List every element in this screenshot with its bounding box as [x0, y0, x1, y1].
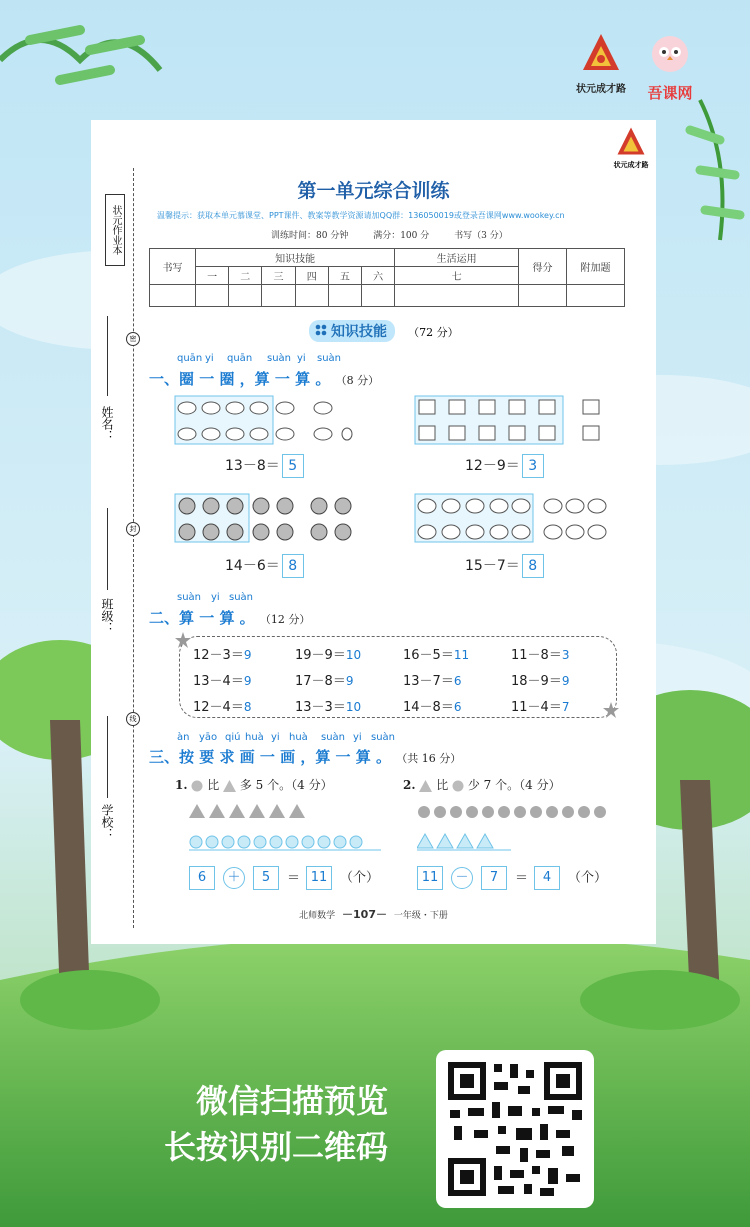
q3-title: 三、按 要 求 画 一 画 ，算 一 算 。 — [149, 748, 392, 766]
calc-answer[interactable]: 6 — [453, 700, 462, 714]
sub-text: 比 — [436, 778, 449, 792]
pinyin: yi — [271, 732, 280, 743]
star-icon — [603, 702, 619, 718]
calc-answer[interactable]: 9 — [243, 648, 252, 662]
score-cell[interactable] — [295, 285, 328, 307]
answer-box[interactable]: 5 — [253, 866, 279, 890]
calc-answer[interactable]: 8 — [243, 700, 252, 714]
answer-box[interactable]: 7 — [481, 866, 507, 890]
logo-text: 状元成才路 — [576, 84, 626, 95]
footer-grade: 一年级・下册 — [393, 911, 448, 921]
score-cell[interactable] — [362, 285, 395, 307]
pinyin: suàn — [267, 353, 292, 364]
equation — [465, 454, 544, 478]
calc-item — [193, 696, 251, 715]
star-icon — [175, 632, 191, 648]
calc-answer[interactable]: 10 — [345, 648, 362, 662]
sub-num: 1. — [175, 778, 188, 792]
calc-question: 17－8＝ — [295, 674, 346, 689]
calc-question: 18－9＝ — [511, 674, 562, 689]
seal-dot: 封 — [126, 522, 140, 536]
school-line — [107, 716, 108, 798]
col-header: 四 — [295, 267, 328, 285]
triangle-emblem-icon — [581, 32, 621, 74]
scan-prompt — [128, 1078, 388, 1170]
zhuangyuan-logo — [570, 32, 632, 98]
answer-box[interactable]: 3 — [522, 454, 544, 478]
calc-answer[interactable]: 9 — [243, 674, 252, 688]
answer-box[interactable]: 5 — [282, 454, 304, 478]
calc-item — [511, 696, 569, 715]
seal-dot: 线 — [126, 712, 140, 726]
score-cell[interactable] — [196, 285, 229, 307]
time-text: 训练时间：80 分钟 — [271, 231, 349, 241]
seal-dot: 密 — [126, 332, 140, 346]
sub-num: 2. — [403, 778, 416, 792]
knowledge-header: 知识技能 — [196, 249, 395, 267]
answer-box[interactable]: 11 — [417, 866, 443, 890]
pinyin: suàn — [371, 732, 396, 743]
score-table — [149, 248, 625, 307]
buns-figure — [173, 394, 353, 446]
equation-text: 12－9＝ — [465, 458, 520, 474]
pinyin: suàn — [321, 732, 346, 743]
page-footer — [91, 906, 656, 922]
tip-text: 温馨提示：获取本单元慕课堂、PPT课件、教案等教学资源请加QQ群：136050019或登录吾课网www.wookey.cn — [157, 211, 565, 220]
qr-code-icon — [436, 1050, 594, 1208]
answer-box[interactable]: 8 — [282, 554, 304, 578]
writing-header: 书写 — [150, 249, 196, 285]
class-label: 班级： — [100, 598, 114, 634]
calc-question: 14－8＝ — [403, 700, 454, 715]
pinyin: quān — [227, 353, 253, 364]
section-label: 知识技能 — [331, 324, 387, 340]
calc-item — [193, 644, 251, 663]
pinyin: yāo — [199, 732, 218, 743]
life-header: 生活运用 — [395, 249, 519, 267]
frogs-figure — [413, 492, 613, 544]
bonus-header: 附加题 — [567, 249, 625, 285]
answer-box[interactable]: 6 — [189, 866, 215, 890]
full-score-text: 满分：100 分 — [373, 231, 430, 241]
calc-question: 11－4＝ — [511, 700, 562, 715]
calc-answer[interactable]: 3 — [561, 648, 570, 662]
calc-item — [295, 644, 361, 663]
wookey-logo — [640, 34, 700, 100]
calc-question: 11－8＝ — [511, 648, 562, 663]
sub-text: 比 — [207, 778, 220, 792]
pinyin: yi — [353, 732, 362, 743]
name-line — [107, 316, 108, 396]
circle-icon — [452, 780, 464, 792]
pinyin: huà — [289, 732, 308, 743]
q1-score: （8 分） — [335, 374, 380, 387]
calc-answer[interactable]: 10 — [345, 700, 362, 714]
score-cell[interactable] — [395, 285, 519, 307]
col-header: 二 — [229, 267, 262, 285]
calc-item — [193, 670, 251, 689]
circle-icon — [191, 780, 203, 792]
writing-score-text: 书写（3 分） — [454, 231, 508, 241]
score-cell[interactable] — [328, 285, 361, 307]
col-header: 五 — [328, 267, 361, 285]
calc-question: 16－5＝ — [403, 648, 454, 663]
equation — [465, 554, 544, 578]
score-cell[interactable] — [519, 285, 567, 307]
q1-heading — [149, 368, 379, 389]
calc-question: 12－3＝ — [193, 648, 244, 663]
calc-answer[interactable]: 9 — [345, 674, 354, 688]
calc-question: 12－4＝ — [193, 700, 244, 715]
score-cell[interactable] — [150, 285, 196, 307]
calc-item — [403, 696, 461, 715]
page-number: －107－ — [342, 908, 387, 921]
sub-question-2 — [403, 776, 561, 793]
triangle-icon — [419, 780, 432, 792]
answer-box[interactable]: 11 — [306, 866, 332, 890]
answer-box[interactable]: 8 — [522, 554, 544, 578]
scan-line-2: 长按识别二维码 — [163, 1128, 388, 1166]
calc-item — [403, 670, 461, 689]
q1-title: 一、圈 一 圈 ，算 一 算 。 — [149, 370, 331, 388]
pinyin: quān — [177, 353, 203, 364]
q3-equation-2 — [417, 866, 607, 890]
calc-question: 13－7＝ — [403, 674, 454, 689]
site-text: 吾课网 — [647, 84, 693, 102]
score-cell[interactable] — [262, 285, 295, 307]
pinyin: yi — [211, 592, 220, 603]
q2-title: 二、算 一 算 。 — [149, 609, 255, 627]
equals-sign: ＝ — [287, 870, 301, 886]
q3-score: （共 16 分） — [396, 752, 462, 765]
balls-figure — [173, 492, 353, 544]
triangle-icon — [223, 780, 236, 792]
pinyin: suàn — [229, 592, 254, 603]
calc-item — [403, 644, 469, 663]
calc-item — [295, 670, 353, 689]
paper-logo-text: 状元成才路 — [613, 161, 649, 169]
meta-line — [271, 228, 530, 241]
fold-line — [133, 168, 134, 928]
q3-equation-1 — [189, 866, 379, 890]
pinyin: suàn — [177, 592, 202, 603]
dots-icon — [315, 324, 327, 336]
unit-text: （个） — [568, 870, 608, 886]
col-header: 六 — [362, 267, 395, 285]
shapes-drawing-1 — [189, 804, 389, 852]
pinyin: suàn — [317, 353, 342, 364]
school-label: 学校： — [100, 804, 114, 840]
equation — [225, 454, 304, 478]
owl-mascot-icon — [650, 34, 690, 76]
section-score: （72 分） — [408, 326, 459, 339]
pinyin: huà — [245, 732, 264, 743]
q2-score: （12 分） — [259, 613, 311, 626]
side-brand-box: 状元作业本 — [105, 194, 125, 266]
score-cell[interactable] — [229, 285, 262, 307]
unit-text: （个） — [340, 870, 380, 886]
calc-question: 13－4＝ — [193, 674, 244, 689]
worksheet-paper — [91, 120, 656, 944]
section-knowledge — [309, 320, 459, 340]
equation-text: 14－6＝ — [225, 558, 280, 574]
calc-item — [511, 670, 569, 689]
col-header: 三 — [262, 267, 295, 285]
calc-item — [511, 644, 569, 663]
score-header: 得分 — [519, 249, 567, 285]
answer-box[interactable]: 4 — [534, 866, 560, 890]
col-header: 七 — [395, 267, 519, 285]
calc-answer[interactable]: 6 — [453, 674, 462, 688]
equation-text: 15－7＝ — [465, 558, 520, 574]
sub-question-1 — [175, 776, 333, 793]
qr-code[interactable] — [436, 1050, 594, 1208]
calc-question: 19－9＝ — [295, 648, 346, 663]
calc-answer[interactable]: 7 — [561, 700, 570, 714]
triangle-emblem-icon — [616, 126, 646, 156]
calc-question: 13－3＝ — [295, 700, 346, 715]
equation — [225, 554, 304, 578]
equation-text: 13－8＝ — [225, 458, 280, 474]
scan-line-1: 微信扫描预览 — [195, 1082, 388, 1120]
shapes-drawing-2 — [417, 804, 627, 852]
calc-item — [295, 696, 361, 715]
footer-subject: 北师数学 — [299, 911, 336, 921]
pinyin: qiú — [225, 732, 241, 743]
score-cell[interactable] — [567, 285, 625, 307]
pinyin: àn — [177, 732, 190, 743]
calc-answer[interactable]: 11 — [453, 648, 470, 662]
col-header: 一 — [196, 267, 229, 285]
operator-circle[interactable]: ＋ — [223, 867, 245, 889]
q2-heading — [149, 607, 310, 628]
cups-figure — [413, 394, 613, 446]
paper-logo — [611, 126, 651, 170]
pinyin: yi — [205, 353, 214, 364]
pinyin: yi — [297, 353, 306, 364]
name-label: 姓名： — [100, 406, 114, 442]
section-pill — [309, 320, 395, 342]
operator-circle[interactable]: － — [451, 867, 473, 889]
equals-sign: ＝ — [515, 870, 529, 886]
page-title: 第一单元综合训练 — [297, 180, 450, 202]
calc-answer[interactable]: 9 — [561, 674, 570, 688]
q3-heading — [149, 746, 461, 767]
sub-text: 多 5 个。（4 分） — [239, 778, 333, 792]
class-line — [107, 508, 108, 590]
sub-text: 少 7 个。（4 分） — [467, 778, 561, 792]
